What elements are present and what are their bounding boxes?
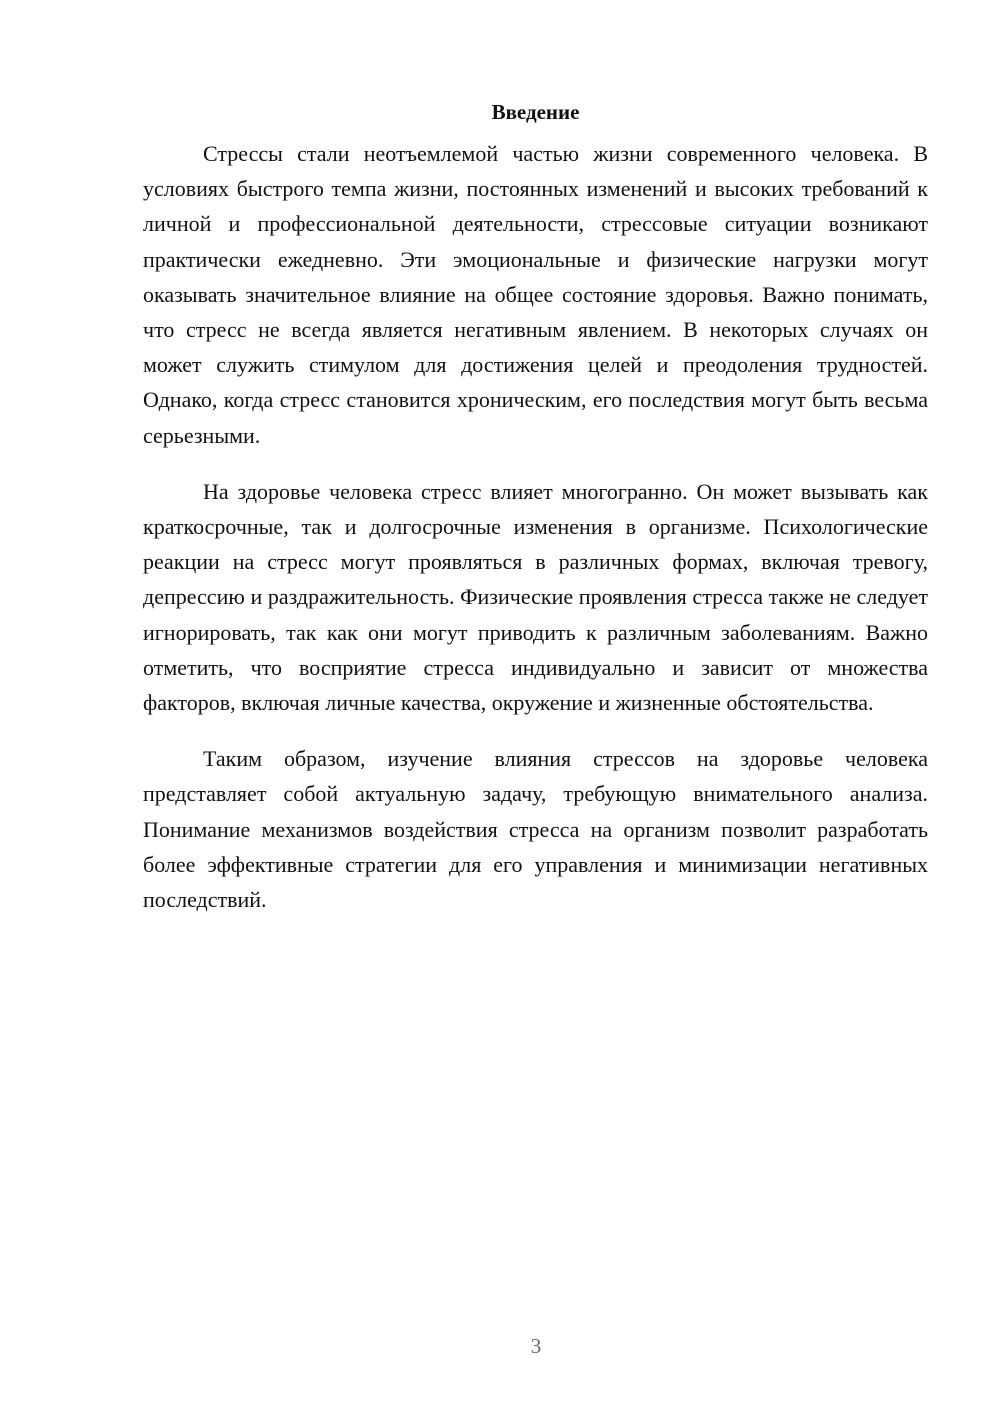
paragraph-1: Стрессы стали неотъемлемой частью жизни современного человека. В условиях быстрого темпа жизни, постоянных изменений и высоких требований к личной и профессиональной деятельности, стрессовые ситуации возникают практически ежедневно. Эти эмоциональные и физические нагрузки могут оказывать значительное влияние на общее состояние здоровья. Важно понимать, что стресс не всегда является негативным явлением. В некоторых случаях он может служить стимулом для достижения целей и преодоления трудностей. Однако, когда стресс становится хроническим, его последствия могут быть весьма серьезными. xyxy=(143,141,928,448)
paragraph-3: Таким образом, изучение влияния стрессов на здоровье человека представляет собой актуальную задачу, требующую внимательного анализа. Понимание механизмов воздействия стресса на организм позволит разработать более эффективные стратегии для его управления и минимизации негативных последствий. xyxy=(143,746,928,913)
section-heading: Введение xyxy=(491,100,580,124)
page-content xyxy=(143,96,928,917)
page-number: 3 xyxy=(530,1334,542,1358)
paragraph-2: На здоровье человека стресс влияет многогранно. Он может вызывать как краткосрочные, так и долгосрочные изменения в организме. Психологические реакции на стресс могут проявляться в различных формах, включая тревогу, депрессию и раздражительность. Физические проявления стресса также не следует игнорировать, так как они могут приводить к различным заболеваниям. Важно отметить, что восприятие стресса индивидуально и зависит от множества факторов, включая личные качества, окружение и жизненные обстоятельства. xyxy=(143,478,928,716)
